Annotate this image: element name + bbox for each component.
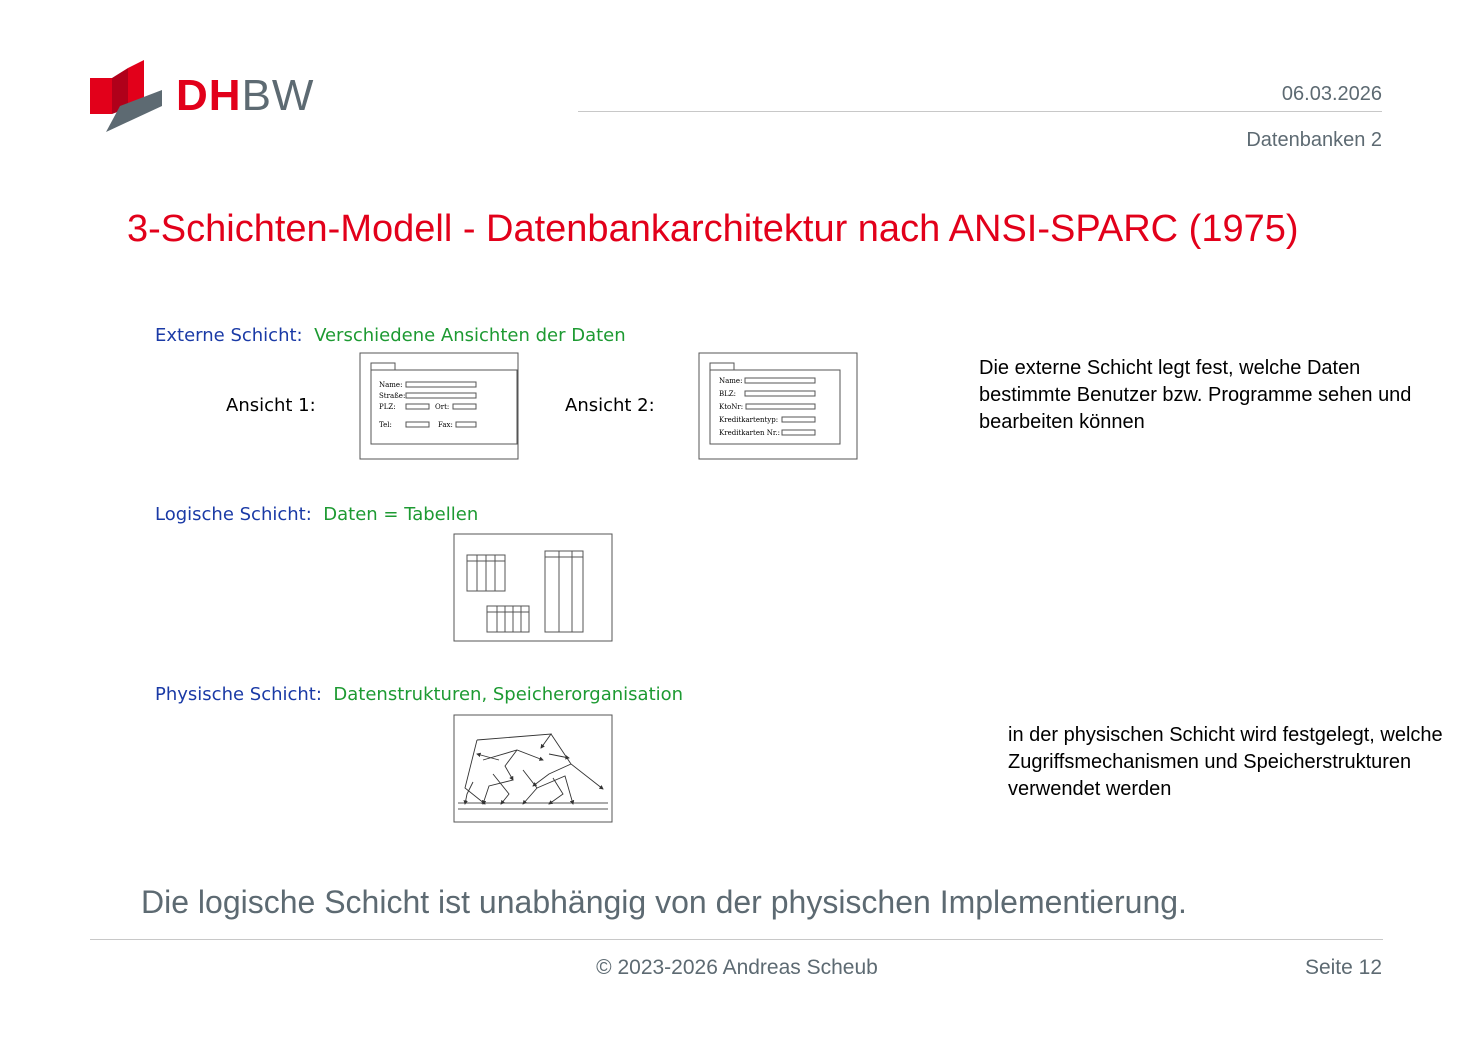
- svg-text:Straße:: Straße:: [379, 392, 406, 400]
- external-layer-note: Die externe Schicht legt fest, welche Daten bestimmte Benutzer bzw. Programme sehen und bearbeiten können: [979, 357, 1412, 433]
- svg-text:Kreditkarten Nr.:: Kreditkarten Nr.:: [719, 429, 780, 437]
- svg-text:KtoNr:: KtoNr:: [719, 403, 744, 411]
- dhbw-logo-text: DHBW: [176, 71, 315, 120]
- svg-text:Ort:: Ort:: [435, 403, 450, 411]
- physical-layer-label: Physische Schicht: Datenstrukturen, Speicherorganisation: [155, 684, 684, 705]
- view1-form-diagram: [359, 352, 519, 460]
- summary-statement: Die logische Schicht ist unabhängig von der physischen Implementierung.: [141, 884, 1187, 920]
- header-divider: [578, 111, 1382, 112]
- physical-layer-note: in der physischen Schicht wird festgelegt, welche Zugriffsmechanismen und Speicherstrukturen verwendet werden: [1008, 724, 1443, 800]
- tables-diagram: [453, 533, 613, 642]
- view1-label: Ansicht 1:: [226, 395, 316, 416]
- course-name: Datenbanken 2: [1246, 129, 1382, 151]
- slide-date: 06.03.2026: [1281, 83, 1382, 105]
- view2-form-diagram: [698, 352, 858, 460]
- dhbw-logo-icon: [90, 60, 162, 132]
- footer-divider: [90, 939, 1383, 940]
- view2-label: Ansicht 2:: [565, 395, 655, 416]
- svg-text:PLZ:: PLZ:: [379, 403, 396, 411]
- svg-text:Name:: Name:: [719, 377, 743, 385]
- external-layer-label: Externe Schicht: Verschiedene Ansichten der Daten: [155, 325, 626, 346]
- svg-text:Fax:: Fax:: [438, 421, 453, 429]
- logical-layer-label: Logische Schicht: Daten = Tabellen: [155, 504, 479, 525]
- slide-title: 3-Schichten-Modell - Datenbankarchitektur nach ANSI-SPARC (1975): [127, 208, 1299, 250]
- svg-text:Kreditkartentyp:: Kreditkartentyp:: [719, 416, 779, 424]
- storage-structures-diagram: [453, 714, 613, 823]
- svg-text:BLZ:: BLZ:: [719, 390, 737, 398]
- svg-text:Name:: Name:: [379, 381, 403, 389]
- copyright: © 2023-2026 Andreas Scheub: [596, 956, 878, 979]
- svg-text:Tel:: Tel:: [379, 421, 392, 429]
- page-number: Seite 12: [1304, 956, 1382, 979]
